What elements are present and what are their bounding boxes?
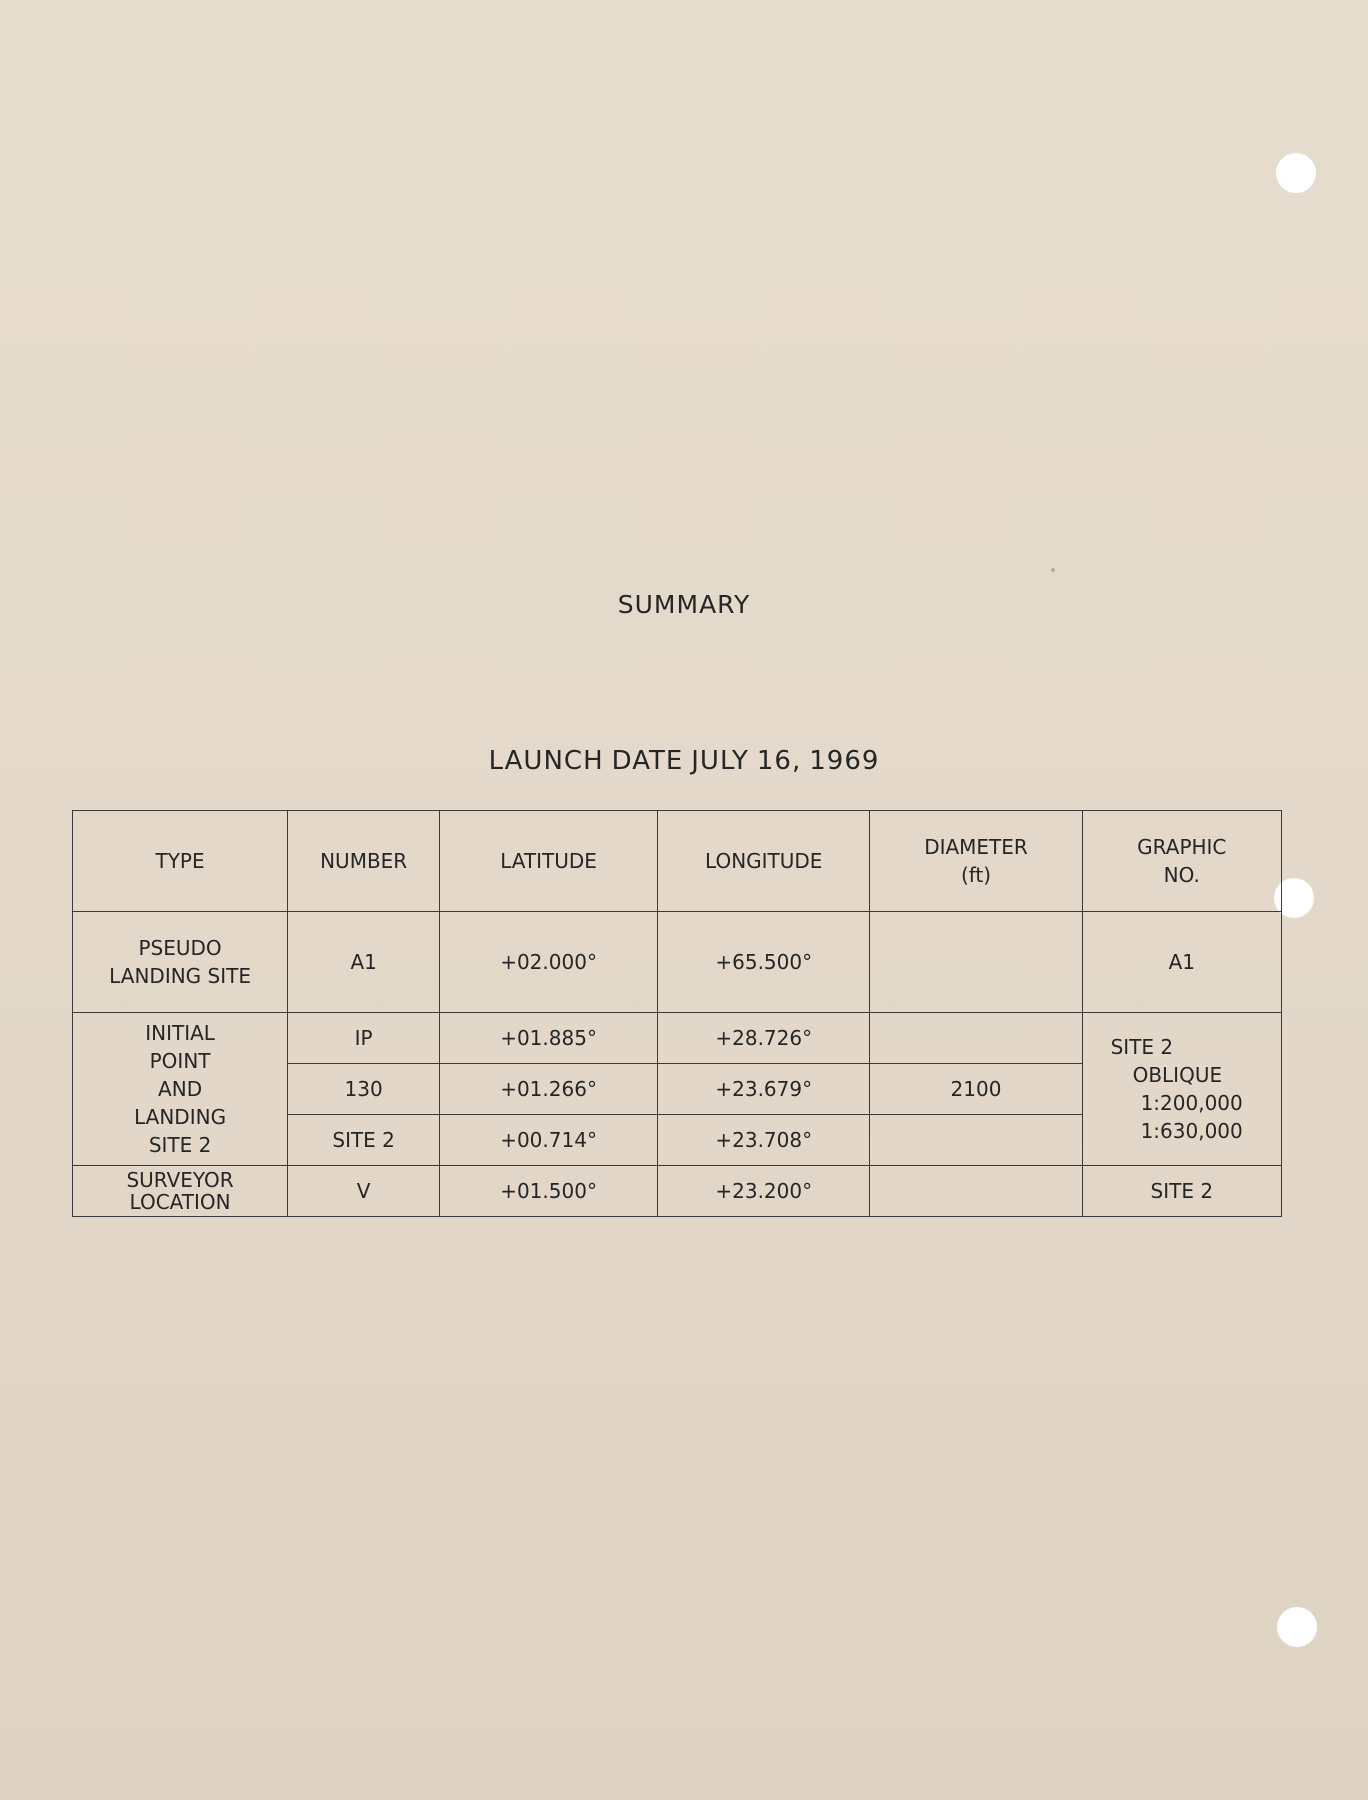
- cell-latitude: +00.714°: [440, 1115, 658, 1166]
- cell-graphic-group: [1082, 1013, 1281, 1166]
- cell-latitude: +01.500°: [440, 1166, 658, 1217]
- cell-number: V: [288, 1166, 440, 1217]
- header-diameter-line2: (ft): [960, 863, 992, 887]
- cell-latitude: +02.000°: [440, 912, 658, 1013]
- month-word: JULY: [691, 746, 749, 776]
- header-type: TYPE: [73, 811, 288, 912]
- type-line: AND: [158, 1077, 203, 1101]
- cell-number: A1: [288, 912, 440, 1013]
- cell-type: [73, 1166, 288, 1217]
- table-row: [73, 912, 1282, 1013]
- cell-latitude: +01.266°: [440, 1064, 658, 1115]
- header-longitude: LONGITUDE: [658, 811, 870, 912]
- header-diameter-line1: DIAMETER: [924, 835, 1028, 859]
- header-graphic-line2: NO.: [1163, 863, 1200, 887]
- punch-hole: [1276, 153, 1316, 193]
- cell-diameter: [870, 1013, 1082, 1064]
- header-diameter: [870, 811, 1082, 912]
- header-graphic: [1082, 811, 1281, 912]
- cell-latitude: +01.885°: [440, 1013, 658, 1064]
- cell-type: [73, 912, 288, 1013]
- graphic-line: 1:200,000: [1140, 1091, 1243, 1115]
- cell-diameter: [870, 1115, 1082, 1166]
- punch-hole: [1277, 1607, 1317, 1647]
- launch-date-heading: [0, 746, 1368, 776]
- cell-type-group: [73, 1013, 288, 1166]
- launch-word: LAUNCH: [488, 746, 604, 776]
- header-number: NUMBER: [288, 811, 440, 912]
- year-word: 1969: [809, 746, 880, 776]
- cell-number: SITE 2: [288, 1115, 440, 1166]
- summary-table: [72, 810, 1282, 1217]
- cell-longitude: +28.726°: [658, 1013, 870, 1064]
- table-row: [73, 1013, 1282, 1064]
- cell-graphic: A1: [1082, 912, 1281, 1013]
- table-header-row: [73, 811, 1282, 912]
- graphic-line: 1:630,000: [1140, 1119, 1243, 1143]
- cell-graphic: SITE 2: [1082, 1166, 1281, 1217]
- day-word: 16,: [756, 746, 802, 776]
- cell-diameter: [870, 1166, 1082, 1217]
- graphic-line: SITE 2: [1110, 1035, 1174, 1059]
- cell-longitude: +65.500°: [658, 912, 870, 1013]
- type-line: POINT: [149, 1049, 211, 1073]
- cell-diameter: 2100: [870, 1064, 1082, 1115]
- type-line: LANDING: [134, 1105, 227, 1129]
- header-graphic-line1: GRAPHIC: [1137, 835, 1227, 859]
- cell-longitude: +23.708°: [658, 1115, 870, 1166]
- type-line: INITIAL: [145, 1021, 215, 1045]
- header-latitude: LATITUDE: [440, 811, 658, 912]
- type-line: LANDING SITE: [109, 964, 251, 988]
- graphic-line: OBLIQUE: [1132, 1063, 1223, 1087]
- table-row: [73, 1166, 1282, 1217]
- cell-longitude: +23.679°: [658, 1064, 870, 1115]
- cell-diameter: [870, 912, 1082, 1013]
- cell-number: 130: [288, 1064, 440, 1115]
- cell-longitude: +23.200°: [658, 1166, 870, 1217]
- page-title: SUMMARY: [617, 590, 751, 619]
- type-line: PSEUDO: [138, 936, 222, 960]
- date-word: DATE: [611, 746, 684, 776]
- type-line: LOCATION: [129, 1190, 231, 1214]
- type-line: SURVEYOR: [126, 1168, 234, 1192]
- paper-speck: [1051, 568, 1055, 572]
- type-line: SITE 2: [148, 1133, 212, 1157]
- cell-number: IP: [288, 1013, 440, 1064]
